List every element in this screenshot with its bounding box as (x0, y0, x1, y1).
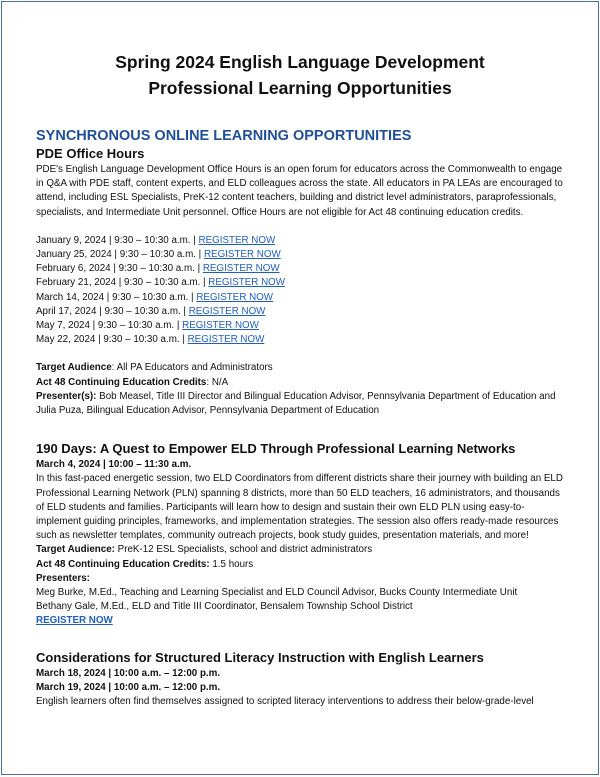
presenters-value: Bob Measel, Title III Director and Bilingual Education Advisor, Pennsylvania Department of Education and Julia Puza, Bilingual Education Advisor, Pennsylvania Department of Education (36, 390, 556, 417)
act48-label: Act 48 Continuing Education Credits: (36, 558, 210, 570)
spacer (36, 629, 564, 649)
act48-value: 1.5 hours (209, 558, 254, 570)
act48-credits (36, 376, 564, 390)
spacer (36, 418, 564, 440)
act48-label: Act 48 Continuing Education Credits (36, 376, 207, 388)
session-date: February 6, 2024 | 9:30 – 10:30 a.m. | (36, 263, 203, 275)
office-hours-meta (36, 361, 564, 418)
act48-value: : N/A (206, 376, 229, 388)
session-date: March 14, 2024 | 9:30 – 10:30 a.m. | (36, 291, 197, 303)
target-audience-label: Target Audience (36, 362, 112, 374)
literacy-description: English learners often find themselves assigned to scripted literacy interventions to address their below-grade-level (36, 696, 534, 708)
quest-act48-credits (36, 558, 564, 572)
register-now-link[interactable]: REGISTER NOW (198, 234, 276, 246)
register-now-link[interactable]: REGISTER NOW (187, 334, 265, 346)
register-now-link[interactable]: REGISTER NOW (202, 263, 280, 275)
presenters (36, 390, 564, 418)
quest-target-audience (36, 543, 564, 557)
literacy-block (36, 649, 564, 710)
session-row (36, 333, 564, 347)
quest-description: In this fast-paced energetic session, two ELD Coordinators from different districts share their journey with building an ELD Professional Learning Network (PLN) spanning 8 districts, more than 50 ELD teachers, 16 administrators, and thousands of ELD students and families. Participants will learn how to design and sustain their own ELD PLN using easy-to-implement guiding principles, frameworks, and implementation strategies. The session also offers ready-made resources such as newsletter templates, community outreach projects, book study guides, presentation materials, and more! (36, 473, 563, 542)
register-now-link[interactable]: REGISTER NOW (196, 291, 274, 303)
quest-presenter-1: Meg Burke, M.Ed., Teaching and Learning Specialist and ELD Council Advisor, Bucks County Intermediate Unit (36, 587, 518, 599)
quest-date: March 4, 2024 | 10:00 – 11:30 a.m. (36, 459, 192, 471)
session-row (36, 248, 564, 262)
document-content (36, 49, 564, 709)
target-audience (36, 361, 564, 375)
document-title-line1: Spring 2024 English Language Development (115, 52, 485, 72)
session-date: February 21, 2024 | 9:30 – 10:30 a.m. | (36, 277, 209, 289)
session-date: May 7, 2024 | 9:30 – 10:30 a.m. | (36, 320, 183, 332)
target-audience-label: Target Audience: (36, 544, 115, 556)
session-row (36, 305, 564, 319)
session-date: April 17, 2024 | 9:30 – 10:30 a.m. | (36, 305, 189, 317)
literacy-date-1: March 18, 2024 | 10:00 a.m. – 12:00 p.m. (36, 667, 221, 679)
quest-presenters-label: Presenters: (36, 572, 90, 584)
quest-title: 190 Days: A Quest to Empower ELD Through Professional Learning Networks (36, 441, 516, 457)
quest-block (36, 440, 564, 628)
session-row (36, 234, 564, 248)
session-row (36, 319, 564, 333)
session-row (36, 262, 564, 276)
office-hours-block (36, 145, 564, 418)
document-page (1, 1, 599, 775)
register-now-link[interactable]: REGISTER NOW (182, 320, 259, 332)
quest-presenter-2: Bethany Gale, M.Ed., ELD and Title III Coordinator, Bensalem Township School District (36, 601, 413, 613)
session-date: January 9, 2024 | 9:30 – 10:30 a.m. | (36, 234, 199, 246)
register-now-link[interactable]: REGISTER NOW (208, 277, 286, 289)
session-date: January 25, 2024 | 9:30 – 10:30 a.m. | (36, 249, 204, 261)
office-hours-title: PDE Office Hours (36, 146, 145, 161)
office-hours-session-list (36, 234, 564, 348)
session-row (36, 276, 564, 290)
target-audience-value: : All PA Educators and Administrators (111, 362, 273, 374)
register-now-link[interactable]: REGISTER NOW (203, 249, 281, 261)
session-date: May 22, 2024 | 9:30 – 10:30 a.m. | (36, 334, 188, 346)
section-heading: SYNCHRONOUS ONLINE LEARNING OPPORTUNITIES (36, 128, 412, 144)
literacy-title: Considerations for Structured Literacy Instruction with English Learners (36, 649, 484, 665)
office-hours-description: PDE's English Language Development Office Hours is an open forum for educators across the Commonwealth to engage in Q&A with PDE staff, content experts, and ELD colleagues across the state. All educators in PA LEAs are encouraged to attend, including ESL Specialists, PreK-12 content teachers, building and district level administrators, paraprofessionals, specialists, and Intermediate Unit personnel. Office Hours are not eligible for Act 48 continuing education credits. (36, 164, 563, 218)
document-title-line2: Professional Learning Opportunities (148, 78, 452, 98)
presenters-label: Presenter(s): (36, 390, 97, 402)
literacy-date-2: March 19, 2024 | 10:00 a.m. – 12:00 p.m. (36, 681, 221, 693)
session-row (36, 291, 564, 305)
target-audience-value: PreK-12 ESL Specialists, school and district administrators (114, 544, 373, 556)
register-now-link[interactable]: REGISTER NOW (36, 615, 113, 627)
document-title (36, 49, 564, 101)
register-now-link[interactable]: REGISTER NOW (188, 305, 266, 317)
